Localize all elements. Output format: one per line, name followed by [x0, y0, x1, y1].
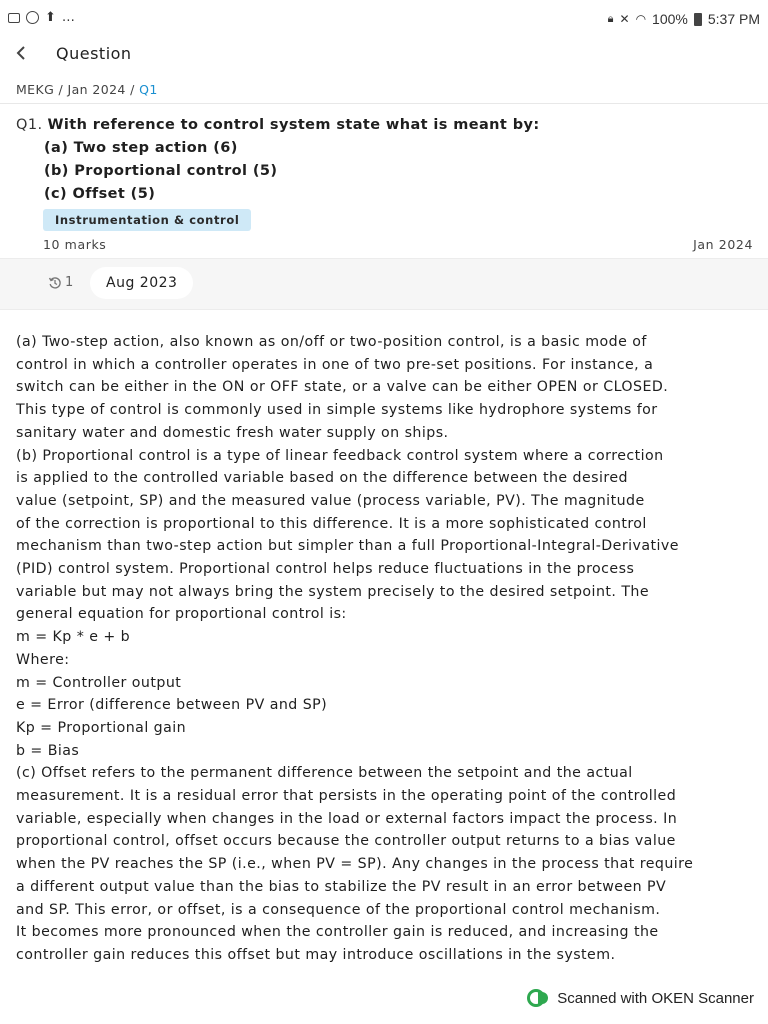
repeat-date-chip[interactable]: Aug 2023 — [90, 267, 193, 299]
marks-label: 10 marks — [43, 237, 107, 252]
question-text: With reference to control system state what is meant by: — [47, 117, 540, 133]
question-date: Jan 2024 — [693, 237, 753, 252]
oken-scanner-logo-icon — [527, 989, 549, 1007]
answer-line: m = Kp * e + b — [16, 629, 131, 646]
scanner-text: Scanned with OKEN Scanner — [557, 989, 754, 1007]
lock-icon: 🔒︎ — [607, 12, 614, 25]
answer-line: sanitary water and domestic fresh water supply on ships. — [16, 424, 449, 441]
answer-line: proportional control, offset occurs because the controller output returns to a bias value — [16, 833, 676, 850]
battery-icon — [694, 13, 702, 26]
answer-line: measurement. It is a residual error that persists in the operating point of the controlled — [16, 788, 677, 805]
clock: 5:37 PM — [707, 11, 760, 27]
breadcrumb-item-current: Q1 — [139, 82, 158, 97]
answer-line: m = Controller output — [16, 674, 182, 691]
answer-line: switch can be either in the ON or OFF state, or a valve can be either OPEN or CLOSED. — [16, 379, 669, 396]
battery-percent: 100% — [652, 11, 688, 27]
history-icon — [48, 276, 62, 290]
notification-icon — [8, 13, 20, 23]
breadcrumb-separator: / — [125, 82, 140, 97]
more-notifications: … — [61, 10, 75, 25]
repeat-count — [48, 275, 73, 290]
chevron-left-icon — [14, 42, 28, 64]
answer-line: variable but may not always bring the system precisely to the desired setpoint. The — [16, 583, 650, 600]
repeat-history-strip — [0, 258, 768, 310]
sync-icon — [26, 11, 39, 24]
answer-body — [16, 331, 756, 967]
breadcrumb-item-subject[interactable]: MEKG — [16, 82, 55, 97]
breadcrumb-separator: / — [54, 82, 68, 97]
answer-line: a different output value than the bias to stabilize the PV result in an error between PV — [16, 878, 667, 895]
repeat-count-value: 1 — [65, 275, 74, 290]
answer-line: It becomes more pronounced when the controller gain is reduced, and increasing the — [16, 924, 659, 941]
topic-tag[interactable]: Instrumentation & control — [43, 209, 251, 231]
status-bar-left — [8, 10, 75, 25]
status-bar-right — [608, 11, 760, 27]
answer-line: general equation for proportional control is: — [16, 606, 347, 623]
answer-line: This type of control is commonly used in simple systems like hydrophore systems for — [16, 402, 658, 419]
question-part: (a) Two step action (6) — [44, 140, 238, 156]
answer-line: when the PV reaches the SP (i.e., when PV = SP). Any changes in the process that require — [16, 856, 694, 873]
scanner-watermark — [527, 989, 754, 1007]
question-part: (b) Proportional control (5) — [44, 163, 278, 179]
divider — [0, 103, 768, 104]
answer-line: Kp = Proportional gain — [16, 719, 187, 736]
question-number: Q1. — [16, 117, 43, 133]
breadcrumb — [16, 82, 158, 97]
answer-line: value (setpoint, SP) and the measured value (process variable, PV). The magnitude — [16, 492, 645, 509]
answer-line: of the correction is proportional to this difference. It is a more sophisticated control — [16, 515, 647, 532]
answer-line: control in which a controller operates in one of two pre-set positions. For instance, a — [16, 356, 654, 373]
wifi-icon: ◠ — [635, 12, 647, 26]
answer-line: is applied to the controlled variable based on the difference between the desired — [16, 470, 629, 487]
upload-icon: ⬆ — [45, 10, 56, 25]
answer-line: and SP. This error, or offset, is a consequence of the proportional control mechanism. — [16, 901, 661, 918]
answer-line: Where: — [16, 651, 70, 668]
page-title: Question — [56, 44, 132, 63]
question-block — [16, 114, 756, 206]
answer-line: e = Error (difference between PV and SP) — [16, 697, 328, 714]
question-part: (c) Offset (5) — [44, 186, 156, 202]
answer-line: (PID) control system. Proportional control helps reduce fluctuations in the process — [16, 561, 635, 578]
answer-line: b = Bias — [16, 742, 80, 759]
answer-line: mechanism than two-step action but simpler than a full Proportional-Integral-Derivative — [16, 538, 679, 555]
mute-icon: ✕ — [619, 12, 630, 26]
answer-line: controller gain reduces this offset but may introduce oscillations in the system. — [16, 946, 616, 963]
answer-line: (a) Two-step action, also known as on/off or two-position control, is a basic mode of — [16, 334, 647, 350]
app-bar — [0, 38, 768, 72]
answer-line: variable, especially when changes in the load or external factors impact the process. In — [16, 810, 678, 827]
question-parts — [44, 137, 756, 206]
back-button[interactable] — [14, 42, 32, 64]
answer-line: (c) Offset refers to the permanent difference between the setpoint and the actual — [16, 765, 633, 782]
breadcrumb-item-exam[interactable]: Jan 2024 — [67, 82, 126, 97]
status-bar — [0, 0, 768, 38]
answer-line: (b) Proportional control is a type of linear feedback control system where a correction — [16, 447, 664, 464]
